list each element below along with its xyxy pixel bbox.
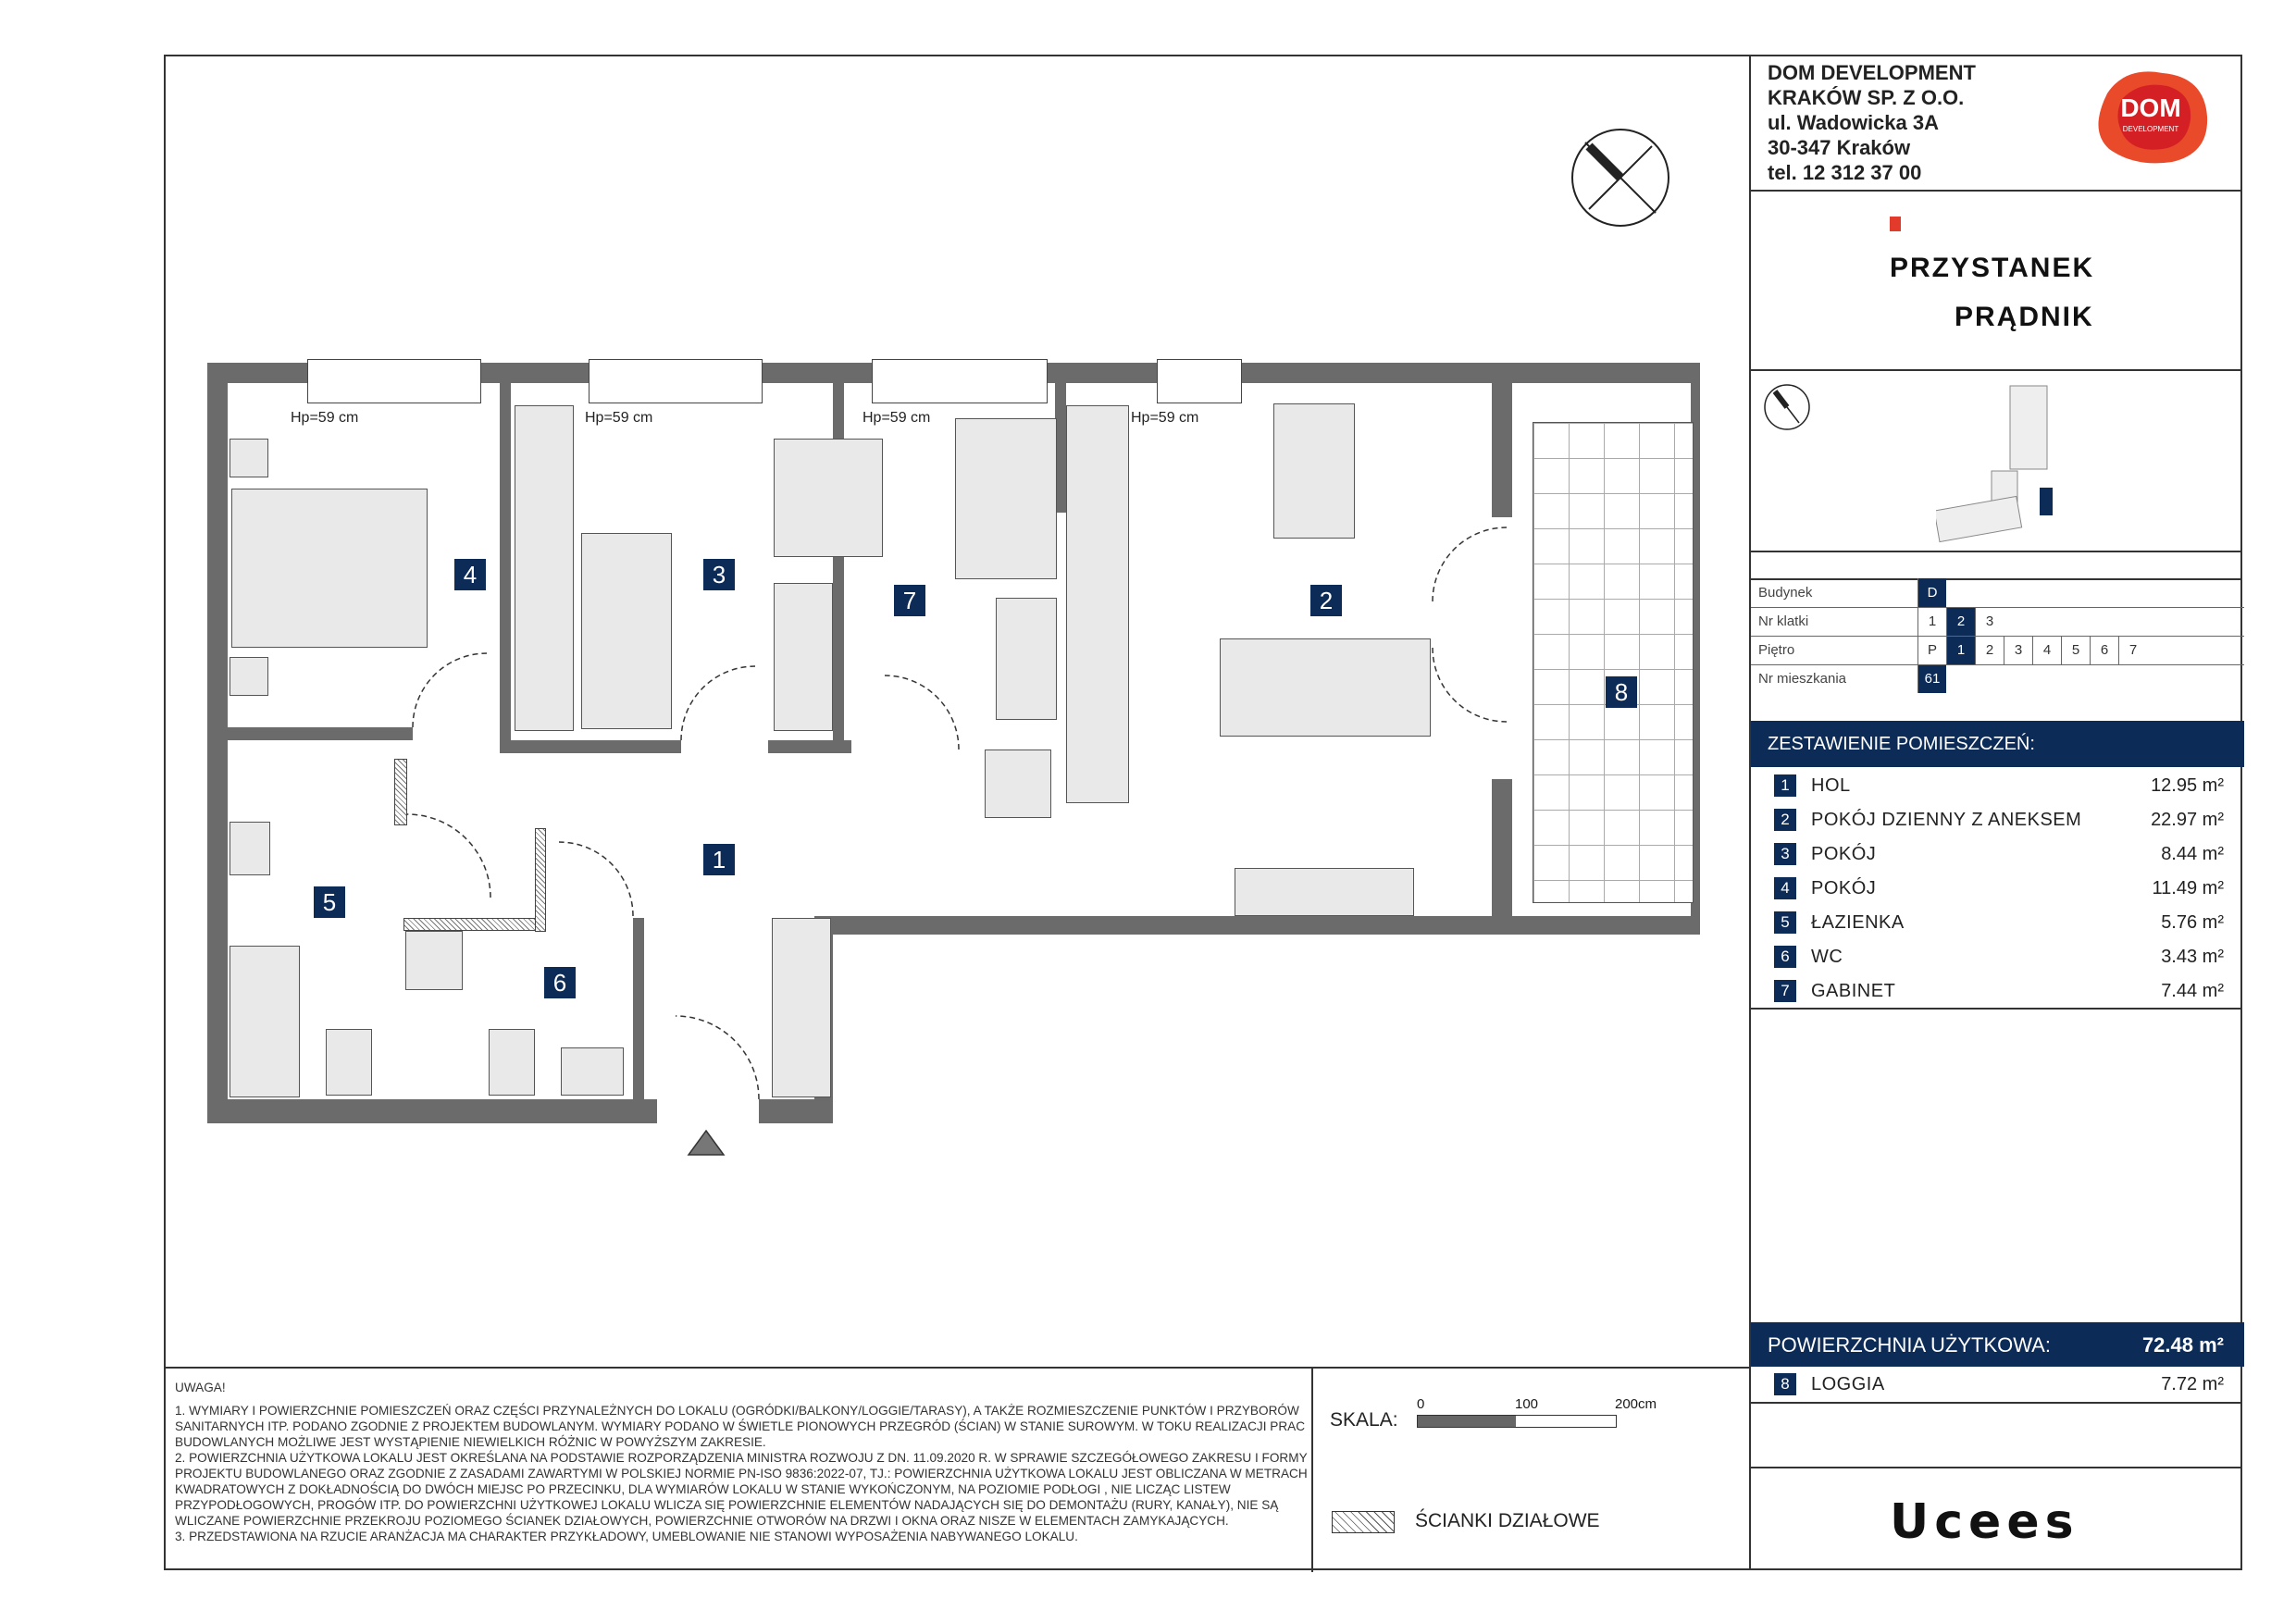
partition-legend-label: ŚCIANKI DZIAŁOWE	[1415, 1510, 1600, 1531]
room-name: WC	[1811, 947, 1843, 967]
notes-area	[164, 1367, 1749, 1572]
window-height-label: Hp=59 cm	[291, 410, 359, 426]
przystanek-pradnik-logo	[1890, 217, 2112, 383]
room-number: 6	[1774, 946, 1796, 968]
window-height-label: Hp=59 cm	[585, 410, 653, 426]
key-plan-icon	[1936, 378, 2075, 545]
info-label: Piętro	[1758, 642, 1795, 658]
scale-tick-0: 0	[1417, 1396, 1425, 1412]
compass-icon	[1762, 382, 1812, 432]
info-cell: 3	[2004, 636, 2032, 664]
room-row	[1751, 939, 2244, 973]
ucees-logo-text: Ucees	[1890, 1494, 2079, 1550]
room-name: GABINET	[1811, 981, 1896, 1001]
info-cell: 2	[1946, 607, 1975, 636]
ucees-logo	[1890, 1494, 2112, 1550]
total-area-value: 72.48 m²	[2141, 1333, 2224, 1357]
room-number: 4	[1774, 877, 1796, 899]
summary-heading	[1751, 721, 2244, 767]
note-item: 3. PRZEDSTAWIONA NA RZUCIE ARANŻACJA MA CHARAKTER PRZYKŁADOWY, UMEBLOWANIE NIE STANOWI WYPOSAŻENIA NABYWANEGO LOKALU.	[175, 1530, 1078, 1543]
info-cell: 7	[2118, 636, 2147, 664]
info-row-pietro	[1751, 636, 2244, 664]
window-height-label: Hp=59 cm	[1131, 410, 1199, 426]
table-line	[1751, 664, 2244, 665]
company-line: KRAKÓW SP. Z O.O.	[1768, 86, 1965, 109]
room-row	[1751, 973, 2244, 1008]
room-number: 2	[1774, 809, 1796, 831]
info-row-budynek	[1751, 578, 2244, 607]
divider	[1751, 1467, 2242, 1468]
info-panel	[1749, 55, 2242, 1570]
company-line: DOM DEVELOPMENT	[1768, 61, 1976, 84]
company-line: tel. 12 312 37 00	[1768, 161, 1922, 184]
room-label-6: 6	[544, 967, 576, 998]
divider	[1751, 369, 2242, 371]
info-cell: P	[1917, 636, 1946, 664]
room-number: 3	[1774, 843, 1796, 865]
scale-legend-divider	[1311, 1369, 1313, 1572]
company-line: ul. Wadowicka 3A	[1768, 111, 1940, 134]
info-label: Budynek	[1758, 585, 1813, 601]
room-area: 7.44 m²	[2161, 981, 2224, 1001]
room-label-3: 3	[703, 559, 735, 590]
room-number: 7	[1774, 980, 1796, 1002]
room-name: POKÓJ DZIENNY Z ANEKSEM	[1811, 810, 2082, 830]
total-area-label: POWIERZCHNIA UŻYTKOWA:	[1768, 1333, 2051, 1357]
info-cell: 61	[1917, 664, 1946, 693]
logo-line-1: PRZYSTANEK	[1890, 253, 2095, 283]
total-area-bar	[1751, 1322, 2244, 1367]
room-label-4: 4	[454, 559, 486, 590]
room-label-5: 5	[314, 886, 345, 918]
company-address	[1768, 60, 1976, 185]
room-label-1: 1	[703, 844, 735, 875]
room-label-7: 7	[894, 585, 925, 616]
room-row	[1751, 836, 2244, 871]
window-height-label: Hp=59 cm	[863, 410, 931, 426]
room-number: 5	[1774, 911, 1796, 934]
info-cell: 3	[1975, 607, 2004, 636]
room-area: 11.49 m²	[2152, 878, 2224, 898]
info-cell: 5	[2061, 636, 2090, 664]
notes-title: UWAGA!	[175, 1381, 226, 1394]
divider	[1751, 1008, 2242, 1010]
notes	[175, 1380, 1313, 1544]
room-name: POKÓJ	[1811, 878, 1877, 898]
room-area: 22.97 m²	[2151, 810, 2224, 830]
info-cell: D	[1917, 578, 1946, 607]
table-line	[1751, 607, 2244, 608]
summary-heading-text: ZESTAWIENIE POMIESZCZEŃ:	[1768, 734, 2035, 754]
loggia-row	[1751, 1367, 2244, 1401]
room-label-8: 8	[1606, 676, 1637, 708]
info-cell: 2	[1975, 636, 2004, 664]
company-line: 30-347 Kraków	[1768, 136, 1911, 159]
info-row-klatka	[1751, 607, 2244, 636]
room-row	[1751, 871, 2244, 905]
logo-line-2: PRĄDNIK	[1955, 302, 2094, 332]
info-cell: 1	[1946, 636, 1975, 664]
divider	[1751, 190, 2242, 192]
info-cell: 6	[2090, 636, 2118, 664]
note-item: 1. WYMIARY I POWIERZCHNIE POMIESZCZEŃ ORAZ CZĘŚCI PRZYNALEŻNYCH DO LOKALU (OGRÓDKI/BALKONY/LOGGIE/TARASY), A TAKŻE ROZMIESZCZENIE PUNKTÓW I PRZYBORÓW SANITARNYCH ITP. PODANO ZGODNIE Z PROJEKTEM BUDOWLANYM. WYMIARY PODANO W ŚWIETLE PIONOWYCH PRZEGRÓD (ŚCIAN) W STANIE SUROWYM. W TOKU REALIZACJI PRAC BUDOWLANYCH MOŻLIWE JEST WYSTĄPIENIE NIEWIELKICH RÓŻNIC W POWYŻSZYM ZAKRESIE.	[175, 1404, 1306, 1449]
dom-logo-text: DOM	[2120, 93, 2181, 122]
note-item: 2. POWIERZCHNIA UŻYTKOWA LOKALU JEST OKREŚLANA NA PODSTAWIE ROZPORZĄDZENIA MINISTRA ROZWOJU Z DN. 11.09.2020 R. W SPRAWIE SZCZEGÓŁOWEGO ZAKRESU I FORMY PROJEKTU BUDOWLANEGO ORAZ ZGODNIE Z ZASADAMI ZAWARTYMI W POLSKIEJ NORMIE PN-ISO 9836:2022-07, TJ.: POWIERZCHNIA UŻYTKOWA LOKALU JEST OBLICZANA W METRACH KWADRATOWYCH Z DOKŁADNOŚCIĄ DO DWÓCH MIEJSC PO PRZECINKU, DLA WYMIARÓW LOKALU W STANIE WYKOŃCZONYM, NA POZIOMIE PODŁOGI , NIE LICZĄC LISTEW PRZYPODŁOGOWYCH, PROGÓW ITP. DO POWIERZCHNI UŻYTKOWEJ LOKALU WLICZA SIĘ POWIERZCHNIE ELEMENTÓW NADAJĄCYCH SIĘ DO DEMONTAŻU (RURY, KANAŁY), NIE SĄ WLICZANE POWIERZCHNIE PRZEKROJU POZIOMEGO ŚCIANEK DZIAŁOWYCH, POWIERZCHNIE OTWORÓW NA DRZWI I OKNA ORAZ NISZE W ELEMENTACH ZAMYKAJĄCYCH.	[175, 1451, 1308, 1528]
divider	[1751, 1402, 2242, 1404]
info-label: Nr mieszkania	[1758, 671, 1847, 687]
info-cell: 4	[2032, 636, 2061, 664]
dom-logo-subtext: DEVELOPMENT	[2122, 125, 2179, 133]
room-number: 1	[1774, 774, 1796, 797]
info-row-mieszkanie	[1751, 664, 2244, 693]
room-area: 5.76 m²	[2161, 912, 2224, 933]
scale-tick-200: 200cm	[1615, 1396, 1657, 1412]
room-area: 7.72 m²	[2161, 1374, 2224, 1394]
room-number: 8	[1774, 1373, 1796, 1395]
scale-bar	[1417, 1415, 1617, 1428]
room-row	[1751, 905, 2244, 939]
scale-tick-100: 100	[1515, 1396, 1539, 1412]
room-area: 8.44 m²	[2161, 844, 2224, 864]
info-label: Nr klatki	[1758, 613, 1809, 629]
divider	[1751, 551, 2242, 552]
info-cell: 1	[1917, 607, 1946, 636]
room-label-2: 2	[1310, 585, 1342, 616]
table-line	[1751, 636, 2244, 637]
room-name: POKÓJ	[1811, 844, 1877, 864]
room-name: ŁAZIENKA	[1811, 912, 1905, 933]
entrance-marker-icon	[687, 1129, 726, 1157]
partition-legend-swatch	[1332, 1511, 1395, 1533]
room-area: 3.43 m²	[2161, 947, 2224, 967]
room-row	[1751, 768, 2244, 802]
dom-development-logo	[2089, 66, 2209, 166]
scale-label: SKALA:	[1330, 1409, 1398, 1431]
room-name: LOGGIA	[1811, 1374, 1885, 1394]
room-name: HOL	[1811, 775, 1851, 796]
room-row	[1751, 802, 2244, 836]
room-area: 12.95 m²	[2151, 775, 2224, 796]
